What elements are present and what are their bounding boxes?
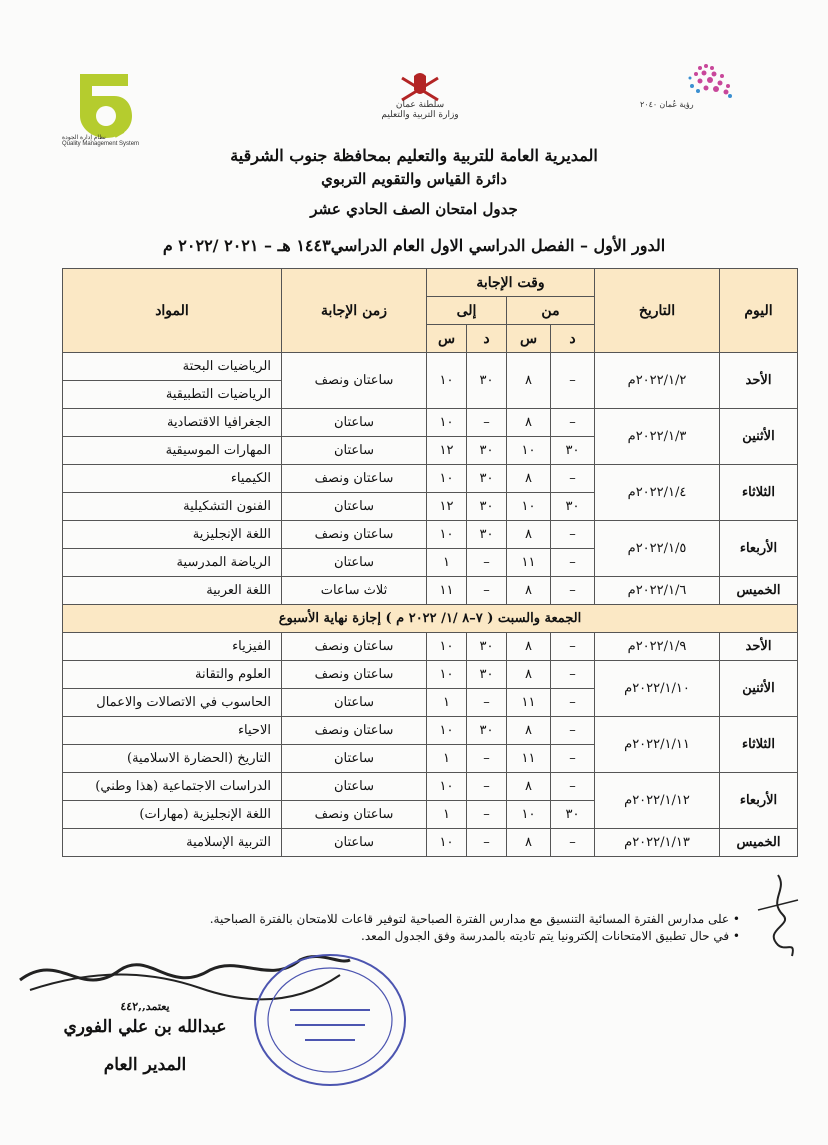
cell-td: – (467, 549, 507, 577)
cell-subject: الحاسوب في الاتصالات والاعمال (63, 689, 282, 717)
cell-fd: – (551, 409, 595, 437)
cell-subject: العلوم والتقانة (63, 661, 282, 689)
cell-td: ٣٠ (467, 437, 507, 465)
header-duration: زمن الإجابة (282, 269, 427, 353)
cell-fh: ٨ (507, 661, 551, 689)
cell-td: ٣٠ (467, 661, 507, 689)
note-item: • على مدارس الفترة المسائية التنسيق مع مدارس الفترة الصباحية لتوفير قاعات للامتحان بالفترة الصباحية. (209, 912, 740, 926)
cell-subject: التربية الإسلامية (63, 829, 282, 857)
table-row (63, 577, 798, 605)
cell-dur: ساعتان (282, 549, 427, 577)
cell-dur: ساعتان ونصف (282, 801, 427, 829)
cell-td: – (467, 829, 507, 857)
table-row (63, 633, 798, 661)
term-title: الدور الأول – الفصل الدراسي الاول العام الدراسي١٤٤٣ هـ – ٢٠٢١ /٢٠٢٢ م (162, 236, 666, 255)
cell-date: ٢٠٢٢/١/١٢م (595, 773, 720, 829)
cell-subject: اللغة العربية (63, 577, 282, 605)
cell-fh: ٨ (507, 353, 551, 409)
cell-fd: – (551, 633, 595, 661)
cell-day: الأربعاء (720, 773, 798, 829)
cell-th: ١٠ (427, 353, 467, 409)
cell-th: ١٠ (427, 409, 467, 437)
cell-fd: – (551, 689, 595, 717)
cell-fh: ١٠ (507, 493, 551, 521)
cell-th: ١ (427, 745, 467, 773)
cell-date: ٢٠٢٢/١/٩م (595, 633, 720, 661)
director-name: عبدالله بن علي الفوري (63, 1017, 227, 1037)
holiday-text: الجمعة والسبت ( ٧–٨ /١/ ٢٠٢٢ م ) إجازة نهاية الأسبوع (63, 605, 798, 633)
cell-subject: الرياضة المدرسية (63, 549, 282, 577)
cell-th: ١ (427, 689, 467, 717)
header-date: التاريخ (595, 269, 720, 353)
table-row (63, 353, 798, 381)
cell-fh: ٨ (507, 465, 551, 493)
cell-dur: ساعتان (282, 437, 427, 465)
schedule-title: جدول امتحان الصف الحادي عشر (310, 200, 518, 218)
side-signature (748, 870, 808, 960)
table-row (63, 829, 798, 857)
cell-date: ٢٠٢٢/١/١٣م (595, 829, 720, 857)
header-from-minute: د (551, 325, 595, 353)
cell-td: ٣٠ (467, 521, 507, 549)
cell-fh: ٨ (507, 521, 551, 549)
cell-fh: ٨ (507, 717, 551, 745)
cell-fh: ٨ (507, 409, 551, 437)
header-subjects: المواد (63, 269, 282, 353)
cell-td: – (467, 801, 507, 829)
vision-logo-text: رؤية عُمان ٢٠٤٠ (640, 100, 694, 109)
header-day: اليوم (720, 269, 798, 353)
cell-subject: الفنون التشكيلية (63, 493, 282, 521)
cell-fd: – (551, 577, 595, 605)
cell-th: ١٢ (427, 493, 467, 521)
cell-fd: – (551, 353, 595, 409)
header-from: من (507, 297, 595, 325)
cell-dur: ساعتان (282, 745, 427, 773)
cell-date: ٢٠٢٢/١/١٠م (595, 661, 720, 717)
cell-day: الأحد (720, 633, 798, 661)
schedule-body-week2 (63, 633, 798, 857)
cell-fh: ١١ (507, 745, 551, 773)
cell-th: ١٠ (427, 661, 467, 689)
cell-fd: – (551, 717, 595, 745)
header-to-minute: د (467, 325, 507, 353)
cell-td: ٣٠ (467, 493, 507, 521)
cell-fd: – (551, 521, 595, 549)
cell-fh: ١١ (507, 549, 551, 577)
cell-td: – (467, 773, 507, 801)
cell-day: الأحد (720, 353, 798, 409)
cell-dur: ساعتان ونصف (282, 521, 427, 549)
cell-dur: ساعتان ونصف (282, 633, 427, 661)
cell-td: – (467, 409, 507, 437)
cell-day: الأثنين (720, 661, 798, 717)
cell-dur: ساعتان (282, 689, 427, 717)
cell-td: – (467, 745, 507, 773)
cell-day: الخميس (720, 577, 798, 605)
header-to: إلى (427, 297, 507, 325)
cell-fd: – (551, 549, 595, 577)
cell-day: الأثنين (720, 409, 798, 465)
official-stamp (250, 950, 410, 1090)
cell-dur: ساعتان ونصف (282, 717, 427, 745)
cell-td: – (467, 577, 507, 605)
cell-subject: الكيمياء (63, 465, 282, 493)
table-row (63, 465, 798, 493)
department-title: دائرة القياس والتقويم التربوي (321, 170, 507, 188)
cell-subject: الرياضيات التطبيقية (63, 381, 282, 409)
cell-th: ١٠ (427, 633, 467, 661)
cell-dur: ساعتان (282, 493, 427, 521)
cell-dur: ساعتان (282, 829, 427, 857)
table-row (63, 409, 798, 437)
cell-td: ٣٠ (467, 633, 507, 661)
header-from-hour: س (507, 325, 551, 353)
cell-subject: الرياضيات البحتة (63, 353, 282, 381)
cell-dur: ثلاث ساعات (282, 577, 427, 605)
cell-subject: اللغة الإنجليزية (مهارات) (63, 801, 282, 829)
cell-fd: ٣٠ (551, 437, 595, 465)
cell-th: ١٠ (427, 521, 467, 549)
cell-th: ١ (427, 801, 467, 829)
cell-dur: ساعتان ونصف (282, 661, 427, 689)
cell-subject: الاحياء (63, 717, 282, 745)
cell-fh: ١٠ (507, 437, 551, 465)
cell-date: ٢٠٢٢/١/٢م (595, 353, 720, 409)
cell-subject: الدراسات الاجتماعية (هذا وطني) (63, 773, 282, 801)
cell-subject: اللغة الإنجليزية (63, 521, 282, 549)
cell-fh: ١٠ (507, 801, 551, 829)
cell-subject: التاريخ (الحضارة الاسلامية) (63, 745, 282, 773)
cell-fd: – (551, 773, 595, 801)
table-row (63, 521, 798, 549)
cell-th: ١٠ (427, 773, 467, 801)
cell-fh: ٨ (507, 829, 551, 857)
cell-th: ١٠ (427, 465, 467, 493)
cell-dur: ساعتان (282, 409, 427, 437)
cell-fh: ٨ (507, 577, 551, 605)
cell-day: الأربعاء (720, 521, 798, 577)
cell-subject: المهارات الموسيقية (63, 437, 282, 465)
quality-logo-text: نظام إدارة الجودة Quality Management System (62, 135, 140, 147)
cell-subject: الفيزياء (63, 633, 282, 661)
cell-date: ٢٠٢٢/١/٥م (595, 521, 720, 577)
cell-fd: – (551, 829, 595, 857)
cell-fd: – (551, 465, 595, 493)
cell-day: الثلاثاء (720, 717, 798, 773)
cell-dur: ساعتان ونصف (282, 465, 427, 493)
cell-th: ١٢ (427, 437, 467, 465)
exam-schedule-table (62, 268, 798, 857)
cell-td: ٣٠ (467, 717, 507, 745)
cell-td: – (467, 689, 507, 717)
cell-td: ٣٠ (467, 353, 507, 409)
directorate-title: المديرية العامة للتربية والتعليم بمحافظة جنوب الشرقية (230, 146, 598, 165)
oman-vision-logo-icon (640, 58, 750, 128)
approval-note: يعتمد,,٤٤٢ (120, 1000, 170, 1013)
cell-day: الثلاثاء (720, 465, 798, 521)
cell-fd: ٣٠ (551, 801, 595, 829)
signature-block (60, 1000, 230, 1075)
header-to-hour: س (427, 325, 467, 353)
table-row (63, 717, 798, 745)
cell-day: الخميس (720, 829, 798, 857)
cell-fd: – (551, 745, 595, 773)
cell-date: ٢٠٢٢/١/٤م (595, 465, 720, 521)
cell-date: ٢٠٢٢/١/٦م (595, 577, 720, 605)
cell-date: ٢٠٢٢/١/١١م (595, 717, 720, 773)
cell-dur: ساعتان (282, 773, 427, 801)
table-row (63, 661, 798, 689)
table-row (63, 773, 798, 801)
director-title: المدير العام (103, 1055, 187, 1075)
cell-fd: ٣٠ (551, 493, 595, 521)
cell-subject: الجغرافيا الاقتصادية (63, 409, 282, 437)
cell-fh: ١١ (507, 689, 551, 717)
cell-th: ١١ (427, 577, 467, 605)
note-item: • في حال تطبيق الامتحانات إلكترونيا يتم تاديته بالمدرسة وفق الجدول المعد. (361, 929, 740, 943)
cell-th: ١٠ (427, 829, 467, 857)
header-answer-time: وقت الإجابة (427, 269, 595, 297)
cell-fh: ٨ (507, 633, 551, 661)
cell-dur: ساعتان ونصف (282, 353, 427, 409)
schedule-body-week1 (63, 353, 798, 605)
cell-fh: ٨ (507, 773, 551, 801)
cell-td: ٣٠ (467, 465, 507, 493)
cell-date: ٢٠٢٢/١/٣م (595, 409, 720, 465)
holiday-row (63, 605, 798, 633)
cell-th: ١٠ (427, 717, 467, 745)
cell-th: ١ (427, 549, 467, 577)
emblem-text: سلطنة عمان وزارة التربية والتعليم (381, 100, 459, 120)
cell-fd: – (551, 661, 595, 689)
